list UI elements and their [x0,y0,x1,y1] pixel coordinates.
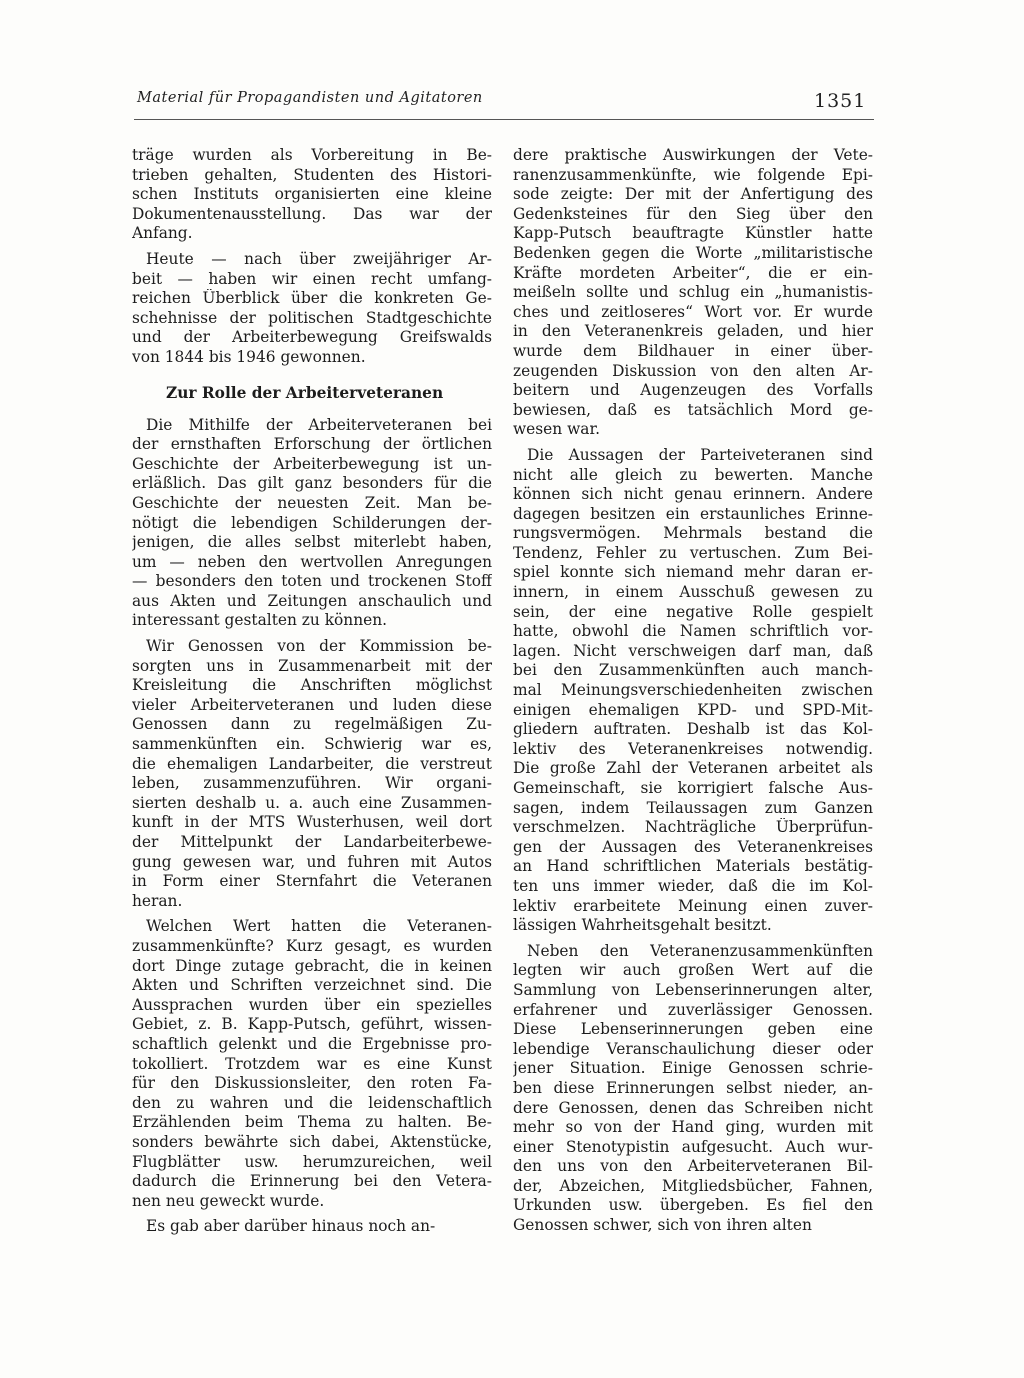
text-line: gung gewesen war, und fuhren mit Autos [132,852,492,871]
text-line: trieben gehalten, Studenten des Histori- [132,165,492,184]
text-line: erläßlich. Das gilt ganz besonders für die [132,474,492,493]
text-line: sein, der eine negative Rolle gespielt [513,602,873,621]
text-line: den zu wahren und die leidenschaftlich [132,1093,492,1112]
text-line: Gebiet, z. B. Kapp-Putsch, geführt, wissen- [132,1015,492,1034]
text-line: reichen Überblick über die konkreten Ge- [132,289,492,308]
text-line: beitern und Augenzeugen des Vorfalls [513,381,873,400]
text-line: mal Meinungsverschiedenheiten zwischen [513,681,873,700]
paragraph [132,250,492,368]
text-line: ches und zeitloseres“ Wort vor. Er wurde [513,302,873,321]
paragraph [132,637,492,911]
text-line: Heute — nach über zweijähriger Ar- [146,249,492,268]
text-line: den uns von den Arbeiterveteranen Bil- [513,1157,873,1176]
text-line: lebendige Veranschaulichung dieser oder [513,1039,873,1058]
paragraph [132,146,492,244]
text-line: meißeln sollte und schlug ein „humanistis- [513,283,873,302]
text-line: sammenkünften ein. Schwierig war es, [132,735,492,754]
paragraph [132,917,492,1211]
running-title: Material für Propagandisten und Agitatoren [137,90,483,106]
text-line: bei den Zusammenkünften auch manch- [513,661,873,680]
text-line: lässigen Wahrheitsgehalt besitzt. [513,916,772,935]
text-line: dere praktische Auswirkungen der Vete- [513,146,873,164]
text-line: für den Diskussionsleiter, den roten Fa- [132,1074,492,1093]
text-line: dere Genossen, denen das Schreiben nicht [513,1098,873,1117]
section-heading: Zur Rolle der Arbeiterveteranen [166,383,444,402]
text-line: träge wurden als Vorbereitung in Be- [132,146,492,164]
text-line: ben diese Erinnerungen selbst nieder, an- [513,1078,873,1097]
text-line: dagegen besitzen ein erstaunliches Erinne- [513,504,873,523]
text-line: legten wir auch großen Wert auf die [513,961,873,980]
text-line: innern, in einem Ausschuß gewesen zu [513,583,873,602]
page-number: 1351 [814,90,867,112]
text-line: Anfang. [132,224,193,243]
text-line: sagen, indem Teilaussagen zum Ganzen [513,798,873,817]
text-line: kunft in der MTS Wusterhusen, weil dort [132,813,492,832]
text-line: sonders bewährte sich dabei, Aktenstücke, [132,1132,492,1151]
text-line: Welchen Wert hatten die Veteranen- [146,917,492,936]
text-line: Genossen dann zu regelmäßigen Zu- [132,715,492,734]
text-line: der Mittelpunkt der Landarbeiterbewe- [132,833,492,851]
text-line: Gemeinschaft, sie korrigiert falsche Aus- [513,779,873,797]
text-line: rungsvermögen. Mehrmals bestand die [513,524,873,543]
text-line: aus Akten und Zeitungen anschaulich und [132,591,492,610]
text-line: sierten deshalb u. a. auch eine Zusammen- [132,793,492,812]
text-line: spiel konnte sich niemand mehr daran er- [513,563,873,582]
text-line: schaftlich gelenkt und die Ergebnisse pro- [132,1034,492,1053]
text-line: heran. [132,891,183,910]
text-line: Wir Genossen von der Kommission be- [146,637,492,656]
text-line: Flugblätter usw. herumzureichen, weil [132,1152,492,1171]
text-line: Urkunden usw. übergeben. Es fiel den [513,1196,873,1215]
text-line: nötigt die lebendigen Schilderungen der- [132,513,492,532]
text-line: Diese Lebenserinnerungen geben eine [513,1020,873,1039]
text-line: an Hand schriftlichen Materials bestätig- [513,857,873,876]
right-text-column [513,146,873,1236]
text-line: nicht alle gleich zu bewerten. Manche [513,465,873,484]
text-line: tokolliert. Trotzdem war es eine Kunst [132,1054,492,1073]
text-line: Die Mithilfe der Arbeiterveteranen bei [146,415,492,434]
text-line: Kräfte mordeten Arbeiter“, die er ein- [513,263,873,282]
text-line: wurde dem Bildhauer in einer über- [513,341,873,360]
text-line: beit — haben wir einen recht umfang- [132,269,492,288]
paragraph [513,942,873,1236]
text-line: von 1844 bis 1946 gewonnen. [132,347,366,366]
text-line: sorgten uns in Zusammenarbeit mit der [132,656,492,675]
text-line: Geschichte der Arbeiterbewegung ist un- [132,454,492,473]
text-line: nen neu geweckt wurde. [132,1191,325,1210]
text-line: in Form einer Sternfahrt die Veteranen [132,872,492,891]
text-line: gliedern auftraten. Deshalb ist das Kol- [513,720,873,739]
text-line: Aussprachen wurden über ein spezielles [132,995,492,1014]
text-line: dadurch die Erinnerung bei den Vetera- [132,1172,492,1191]
text-line: der, Abzeichen, Mitgliedsbücher, Fahnen, [513,1176,873,1195]
text-line: einer Stenotypistin aufgesucht. Auch wur- [513,1137,873,1156]
paragraph [132,416,492,632]
text-line: Kapp-Putsch beauftragte Künstler hatte [513,224,873,243]
left-text-column [132,146,492,1237]
text-line: Neben den Veteranenzusammenkünften [527,941,873,960]
text-line: jenigen, die alles selbst miterlebt haben, [132,533,492,552]
text-line: Die große Zahl der Veteranen arbeitet als [513,759,873,778]
text-line: einigen ehemaligen KPD- und SPD-Mit- [513,700,873,719]
text-line: schehnisse der politischen Stadtgeschichte [132,308,492,327]
text-line: um — neben den wertvollen Anregungen [132,552,492,571]
text-line: ten uns immer wieder, daß die im Kol- [513,876,873,895]
text-line: und der Arbeiterbewegung Greifswalds [132,328,492,347]
text-line: der ernsthaften Erforschung der örtlichen [132,435,492,454]
text-line: ranenzusammenkünfte, wie folgende Epi- [513,165,873,184]
text-line: vieler Arbeiterveteranen und luden diese [132,695,492,714]
text-line: schen Instituts organisierten eine kleine [132,185,492,204]
text-line: mehr so von der Hand ging, wurden mit [513,1118,873,1137]
text-line: Erzählenden beim Thema zu halten. Be- [132,1113,492,1132]
text-line: zusammenkünfte? Kurz gesagt, es wurden [132,936,492,955]
text-line: Bedenken gegen die Worte „militaristische [513,243,873,262]
text-line: Akten und Schriften verzeichnet sind. Die [132,976,492,995]
text-line: jener Situation. Einige Genossen schrie- [513,1059,873,1078]
text-line: Geschichte der neuesten Zeit. Man be- [132,493,492,512]
text-line: Es gab aber darüber hinaus noch an- [146,1217,436,1236]
text-line: lektiv erarbeitete Meinung einen zuver- [513,896,873,915]
text-line: Dokumentenausstellung. Das war der [132,204,492,223]
text-line: erfahrener und zuverlässiger Genossen. [513,1000,873,1019]
text-line: lektiv des Veteranenkreises notwendig. [513,739,873,758]
header-rule [134,119,874,120]
text-line: Genossen schwer, sich von ihren alten [513,1216,812,1235]
text-line: — besonders den toten und trockenen Stoff [132,572,492,591]
text-line: bewiesen, daß es tatsächlich Mord ge- [513,400,873,419]
text-line: sode zeigte: Der mit der Anfertigung des [513,185,873,204]
text-line: leben, zusammenzuführen. Wir organi- [132,774,492,793]
text-line: in den Veteranenkreis geladen, und hier [513,322,873,341]
text-line: verschmelzen. Nachträgliche Überprüfun- [513,818,873,837]
text-line: gen der Aussagen des Veteranenkreises [513,837,873,856]
paragraph [513,446,873,936]
paragraph [132,1217,492,1237]
text-line: die ehemaligen Landarbeiter, die verstreut [132,754,492,773]
paragraph [513,146,873,440]
text-line: können sich nicht genau erinnern. Andere [513,485,873,504]
text-line: hatte, obwohl die Namen schriftlich vor- [513,622,873,641]
text-line: Gedenksteines für den Sieg über den [513,204,873,223]
text-line: Die Aussagen der Parteiveteranen sind [527,445,873,464]
text-line: zeugenden Diskussion von den alten Ar- [513,361,873,380]
text-line: dort Dinge zutage gebracht, die in keinen [132,956,492,975]
text-line: interessant gestalten zu können. [132,611,388,630]
text-line: lagen. Nicht verschweigen darf man, daß [513,641,873,660]
text-line: Sammlung von Lebenserinnerungen alter, [513,980,873,999]
text-line: Tendenz, Fehler zu vertuschen. Zum Bei- [513,543,873,562]
text-line: Kreisleitung die Anschriften möglichst [132,676,492,695]
text-line: wesen war. [513,420,600,439]
